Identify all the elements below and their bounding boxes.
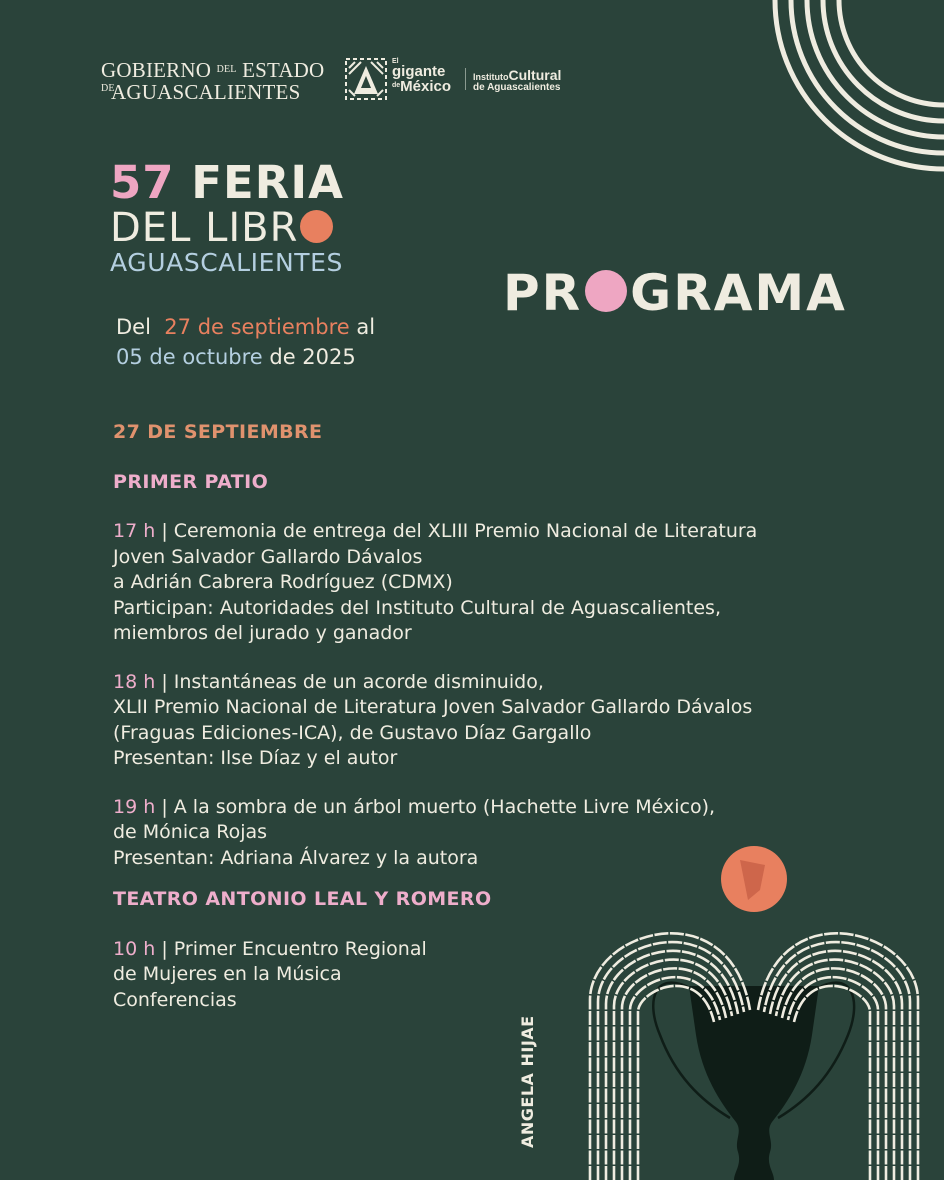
gobierno-aguascalientes-logo: GOBIERNO $^{DEL}$ ESTADO DE AGUASCALIENTES [101,58,325,104]
orange-o-circle-icon [300,210,333,243]
trophy-cup-icon [689,986,819,1180]
instituto-cultural-logo: InstitutoCultural de Aguascalientes [473,67,562,93]
logo-divider [465,68,466,90]
artist-signature: ANGELA HIJAE [518,1015,537,1148]
event-item: 17 h | Ceremonia de entrega del XLIII Premio Nacional de Literatura Joven Salvador Gallardo Dávalos a Adrián Cabrera Rodríguez (CDMX) Participan: Autoridades del Instituto Cultural de Aguascalientes, miembros del jurado y ganador [113,520,758,644]
event-item: 10 h | Primer Encuentro Regional de Mujeres en la Música Conferencias [113,937,427,1011]
festival-dates: Del 27 de septiembre al 05 de octubre de 2025 [116,315,376,369]
venue-heading: TEATRO ANTONIO LEAL Y ROMERO [113,888,492,910]
city-name: AGUASCALIENTES [110,248,343,277]
concentric-arcs-icon [764,0,944,180]
gigante-mexico-text: El gigante $^{de}$México [392,58,452,95]
programa-heading: PR GRAMA [503,264,847,322]
orange-sun-icon [721,846,787,912]
venue-heading: PRIMER PATIO [113,470,269,493]
feria-title: 57 FERIA DEL LIBR AGUASCALIENTES [110,156,344,277]
event-item: 19 h | A la sombra de un árbol muerto (Hachette Livre México), de Mónica Rojas Presentan: Adriana Álvarez y la autora [113,795,716,869]
event-item: 18 h | Instantáneas de un acorde disminuido, XLII Premio Nacional de Literatura Joven Salvador Gallardo Dávalos (Fraguas Ediciones-ICA), de Gustavo Díaz Gargallo Presentan: Ilse Díaz y el autor [113,670,753,769]
day-heading: 27 DE SEPTIEMBRE [113,421,323,443]
gigante-mexico-logo-icon [345,58,387,100]
edition-number: 57 [110,156,175,209]
pink-o-circle-icon [585,270,627,312]
trophy-fountain-illustration [560,840,944,1180]
